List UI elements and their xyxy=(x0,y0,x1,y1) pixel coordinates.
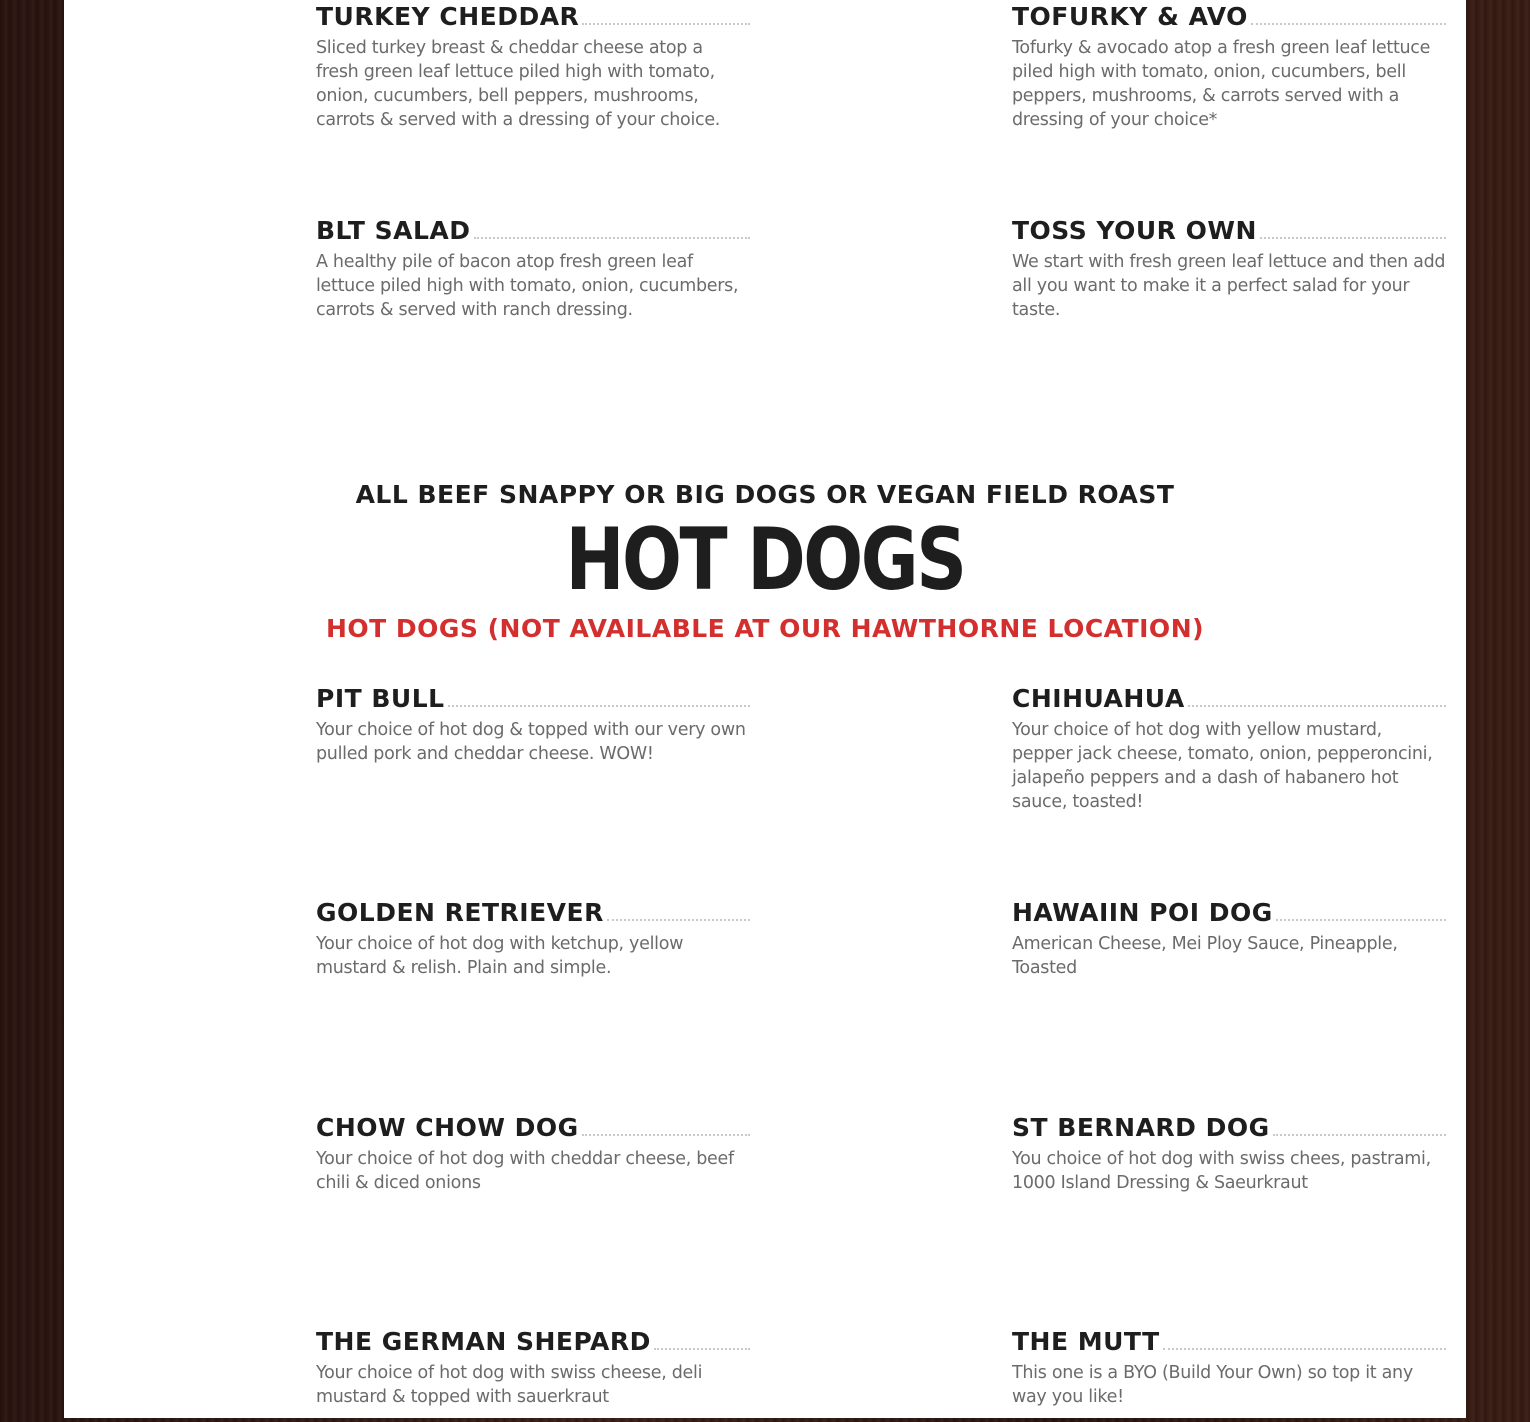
section-notice: HOT DOGS (NOT AVAILABLE AT OUR HAWTHORNE LOCATION) xyxy=(325,614,1205,643)
menu-item-hawaiin-poi-dog xyxy=(1012,898,1446,980)
menu-item-golden-retriever xyxy=(316,898,750,980)
menu-item-description: Your choice of hot dog with ketchup, yellow mustard & relish. Plain and simple. xyxy=(316,934,684,978)
menu-item-description: Your choice of hot dog with yellow mustard, pepper jack cheese, tomato, onion, pepperoncini, jalapeño peppers and a dash of habanero hot sauce, toasted! xyxy=(1012,720,1433,812)
menu-item-header xyxy=(1012,2,1446,32)
menu-item-header xyxy=(316,684,750,714)
dotted-leader xyxy=(1188,705,1446,707)
menu-item-header xyxy=(316,1327,750,1357)
menu-item-header xyxy=(316,1113,750,1143)
menu-item-description: Your choice of hot dog with cheddar cheese, beef chili & diced onions xyxy=(316,1149,734,1193)
menu-item-header xyxy=(316,216,750,246)
menu-item-description: You choice of hot dog with swiss chees, pastrami, 1000 Island Dressing & Saeurkraut xyxy=(1012,1149,1431,1193)
dotted-leader xyxy=(1163,1348,1446,1350)
menu-item-name: THE GERMAN SHEPARD xyxy=(316,1327,651,1356)
menu-item-header xyxy=(316,898,750,928)
dotted-leader xyxy=(474,237,751,239)
dotted-leader xyxy=(1276,919,1446,921)
menu-item-header xyxy=(1012,1327,1446,1357)
menu-item-description: Tofurky & avocado atop a fresh green leaf lettuce piled high with tomato, onion, cucumbers, bell peppers, mushrooms, & carrots served with a dressing of your choice* xyxy=(1012,38,1431,130)
menu-item-tofurky-avo xyxy=(1012,2,1446,132)
menu-item-pit-bull xyxy=(316,684,750,766)
section-title: HOT DOGS xyxy=(565,510,965,610)
menu-item-chow-chow-dog xyxy=(316,1113,750,1195)
menu-item-description: Your choice of hot dog & topped with our very own pulled pork and cheddar cheese. WOW! xyxy=(316,720,746,764)
menu-item-name: TOFURKY & AVO xyxy=(1012,2,1248,31)
menu-item-name: ST BERNARD DOG xyxy=(1012,1113,1270,1142)
menu-item-description: American Cheese, Mei Ploy Sauce, Pineapple, Toasted xyxy=(1012,934,1398,978)
menu-item-header xyxy=(1012,216,1446,246)
dotted-leader xyxy=(582,1134,750,1136)
menu-item-name: CHIHUAHUA xyxy=(1012,684,1185,713)
dotted-leader xyxy=(1251,23,1446,25)
menu-item-description: We start with fresh green leaf lettuce and then add all you want to make it a perfect salad for your taste. xyxy=(1012,252,1446,320)
menu-item-header xyxy=(1012,898,1446,928)
menu-item-toss-your-own xyxy=(1012,216,1446,322)
menu-item-name: PIT BULL xyxy=(316,684,445,713)
menu-item-header xyxy=(316,2,750,32)
dotted-leader xyxy=(448,705,750,707)
menu-item-name: HAWAIIN POI DOG xyxy=(1012,898,1273,927)
dotted-leader xyxy=(607,919,750,921)
menu-item-st-bernard-dog xyxy=(1012,1113,1446,1195)
menu-item-turkey-cheddar xyxy=(316,2,750,132)
menu-item-name: CHOW CHOW DOG xyxy=(316,1113,579,1142)
menu-item-name: THE MUTT xyxy=(1012,1327,1160,1356)
menu-item-name: TOSS YOUR OWN xyxy=(1012,216,1257,245)
menu-item-german-shepard xyxy=(316,1327,750,1409)
menu-item-header xyxy=(1012,684,1446,714)
section-subtitle: ALL BEEF SNAPPY OR BIG DOGS OR VEGAN FIELD ROAST xyxy=(355,480,1175,509)
dotted-leader xyxy=(1260,237,1446,239)
menu-item-blt-salad xyxy=(316,216,750,322)
menu-item-name: GOLDEN RETRIEVER xyxy=(316,898,604,927)
menu-item-header xyxy=(1012,1113,1446,1143)
menu-item-description: Your choice of hot dog with swiss cheese, deli mustard & topped with sauerkraut xyxy=(316,1363,703,1407)
menu-item-description: Sliced turkey breast & cheddar cheese atop a fresh green leaf lettuce piled high with tomato, onion, cucumbers, bell peppers, mushrooms, carrots & served with a dressing of your choice. xyxy=(316,38,721,130)
menu-item-the-mutt xyxy=(1012,1327,1446,1409)
dotted-leader xyxy=(582,23,750,25)
dotted-leader xyxy=(1273,1134,1446,1136)
menu-item-description: This one is a BYO (Build Your Own) so top it any way you like! xyxy=(1012,1363,1413,1407)
dotted-leader xyxy=(654,1348,750,1350)
menu-item-description: A healthy pile of bacon atop fresh green leaf lettuce piled high with tomato, onion, cucumbers, carrots & served with ranch dressing. xyxy=(316,252,739,320)
menu-item-name: TURKEY CHEDDAR xyxy=(316,2,580,31)
menu-item-name: BLT SALAD xyxy=(316,216,471,245)
menu-item-chihuahua xyxy=(1012,684,1446,814)
